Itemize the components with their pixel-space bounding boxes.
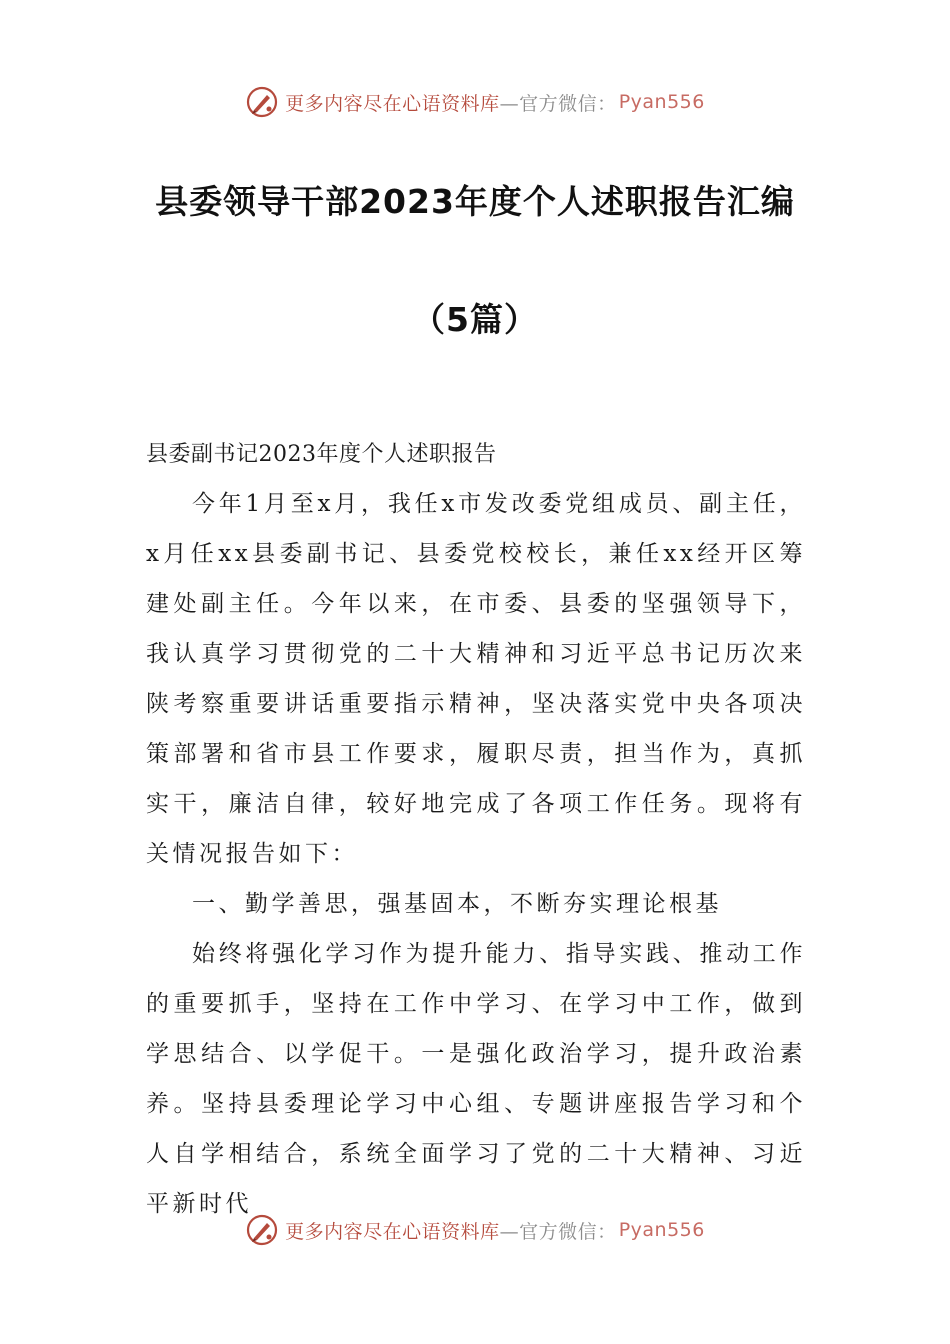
watermark-id-text: Pyan556 [618,91,705,113]
watermark-dash-text: —官方微信： [499,1220,617,1243]
watermark-main-text: 更多内容尽在心语资料库 [285,92,500,115]
watermark-footer [0,1210,950,1250]
paragraph-intro: 今年1月至x月，我任x市发改委党组成员、副主任，x月任xx县委副书记、县委党校校长，兼任xx经开区筹建处副主任。今年以来，在市委、县委的坚强领导下，我认真学习贯彻党的二十大精神和习近平总书记历次来陕考察重要讲话重要指示精神，坚决落实党中央各项决策部署和省市县工作要求，履职尽责，担当作为，真抓实干，廉洁自律，较好地完成了各项工作任务。现将有关情况报告如下： [146,491,806,867]
document-title: 县委领导干部2023年度个人述职报告汇编 [155,182,795,221]
paragraph-heading-one: 一、勤学善思，强基固本，不断夯实理论根基 [192,891,722,917]
pen-logo-icon [245,1213,279,1247]
document-subtitle-count: （5篇） [412,300,538,339]
watermark-id-text: Pyan556 [618,1219,705,1241]
watermark-main-text: 更多内容尽在心语资料库 [285,1220,500,1243]
paragraph-study: 始终将强化学习作为提升能力、指导实践、推动工作的重要抓手，坚持在工作中学习、在学习中工作，做到学思结合、以学促干。一是强化政治学习，提升政治素养。坚持县委理论学习中心组、专题讲座报告学习和个人自学相结合，系统全面学习了党的二十大精神、习近平新时代 [146,941,806,1217]
pen-logo-icon [245,85,279,119]
watermark-dash-text: —官方微信： [499,92,617,115]
document-body [146,479,806,1229]
watermark-header [0,82,950,122]
section-title: 县委副书记2023年度个人述职报告 [146,442,497,467]
